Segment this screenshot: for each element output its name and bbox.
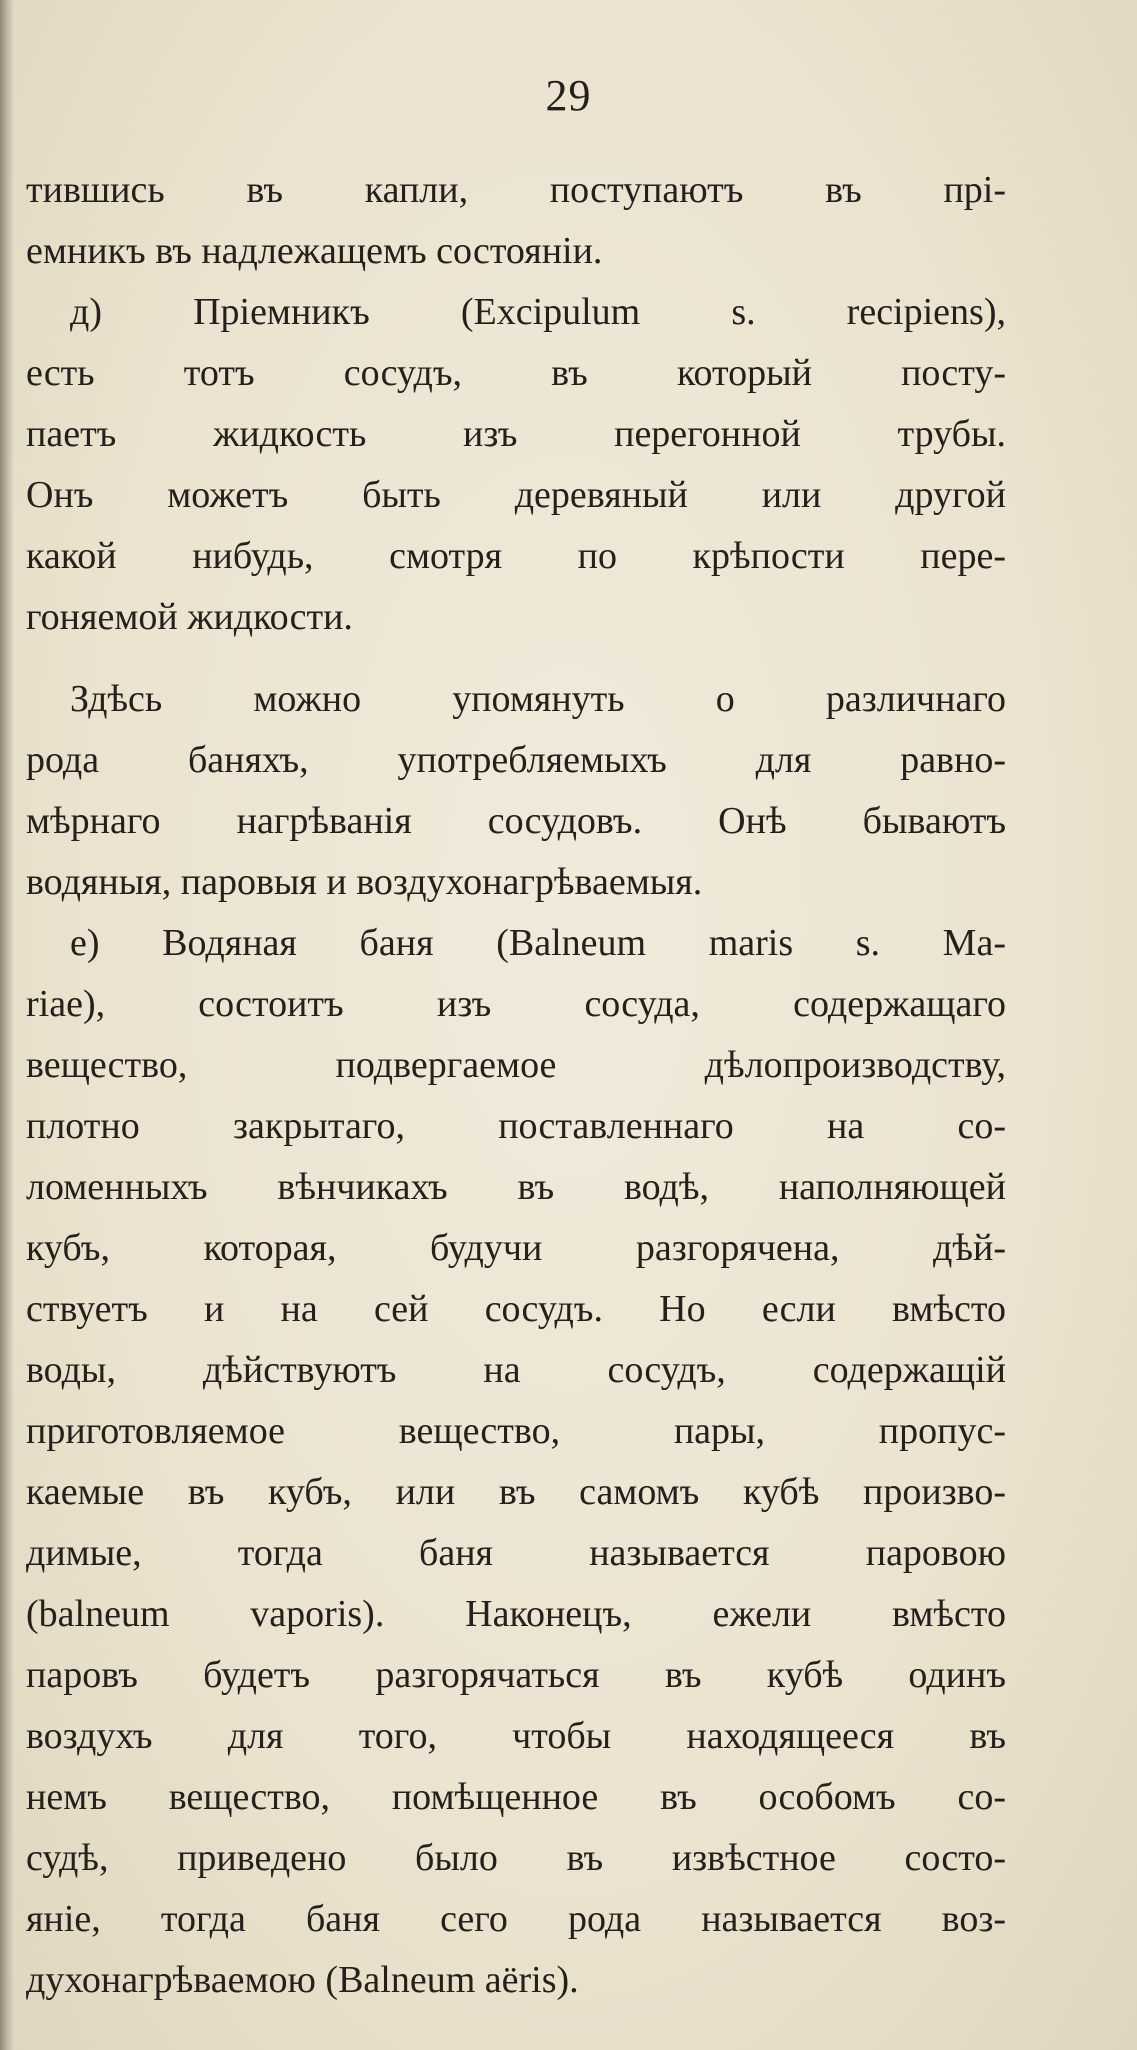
text-line: гоняемой жидкости. bbox=[26, 596, 353, 638]
text-line: riae), состоитъ изъ сосуда, содержащаго bbox=[26, 983, 1006, 1025]
text-line: рода баняхъ, употребляемыхъ для равно- bbox=[26, 739, 1006, 781]
text-line: немъ вещество, помѣщенное въ особомъ со- bbox=[26, 1776, 1006, 1818]
text-line: д) Пріемникъ (Excipulum s. recipiens), bbox=[70, 291, 1006, 333]
text-line: водяныя, паровыя и воздухонагрѣваемыя. bbox=[26, 861, 703, 903]
text-line: (balneum vaporis). Наконецъ, ежели вмѣсто bbox=[26, 1593, 1006, 1635]
text-line: есть тотъ сосудъ, въ который посту- bbox=[26, 352, 1006, 394]
text-line: духонагрѣваемою (Balneum aëris). bbox=[26, 1959, 579, 2001]
text-line: паровъ будетъ разгорячаться въ кубѣ одинъ bbox=[26, 1654, 1006, 1696]
text-line: вещество, подвергаемое дѣлопроизводству, bbox=[26, 1044, 1006, 1086]
text-line: кубъ, которая, будучи разгорячена, дѣй- bbox=[26, 1227, 1006, 1269]
text-line: паетъ жидкость изъ перегонной трубы. bbox=[26, 413, 1006, 455]
text-line: тившись въ капли, поступаютъ въ прі- bbox=[26, 169, 1006, 211]
text-line: ломенныхъ вѣнчикахъ въ водѣ, наполняющей bbox=[26, 1166, 1006, 1208]
page-binding-edge bbox=[0, 0, 14, 2050]
text-line: емникъ въ надлежащемъ состояніи. bbox=[26, 230, 603, 272]
text-line: какой нибудь, смотря по крѣпости пере- bbox=[26, 535, 1006, 577]
text-line: воздухъ для того, чтобы находящееся въ bbox=[26, 1715, 1006, 1757]
text-line: воды, дѣйствуютъ на сосудъ, содержащій bbox=[26, 1349, 1006, 1391]
text-line: мѣрнаго нагрѣванія сосудовъ. Онѣ бываютъ bbox=[26, 800, 1006, 842]
text-line: Здѣсь можно упомянуть о различнаго bbox=[70, 678, 1006, 720]
text-line: Онъ можетъ быть деревяный или другой bbox=[26, 474, 1006, 516]
text-line: судѣ, приведено было въ извѣстное состо- bbox=[26, 1837, 1006, 1879]
body-text bbox=[26, 160, 1006, 2011]
text-line: е) Водяная баня (Balneum maris s. Ma- bbox=[70, 922, 1006, 964]
paragraph-gap bbox=[26, 648, 1006, 669]
page-number: 29 bbox=[545, 71, 592, 120]
text-line: ствуетъ и на сей сосудъ. Но если вмѣсто bbox=[26, 1288, 1006, 1330]
text-line: приготовляемое вещество, пары, пропус- bbox=[26, 1410, 1006, 1452]
text-line: яніе, тогда баня сего рода называется воз- bbox=[26, 1898, 1006, 1940]
text-line: плотно закрытаго, поставленнаго на со- bbox=[26, 1105, 1006, 1147]
text-line: каемые въ кубъ, или въ самомъ кубѣ произво- bbox=[26, 1471, 1006, 1513]
text-line: димые, тогда баня называется паровою bbox=[26, 1532, 1006, 1574]
